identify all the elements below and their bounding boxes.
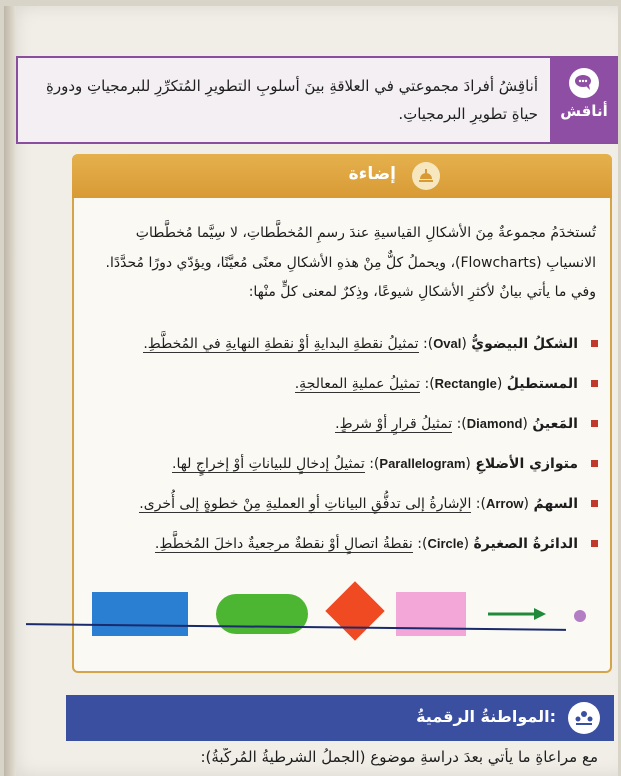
bottom-text: مع مراعاةِ ما يأتي بعدَ دراسةِ موضوعِ (الجملُ الشرطيةُ المُركَّبةُ): (200, 748, 598, 766)
shape-name: الشكلُ البيضويُّ (471, 336, 578, 352)
bullet-icon (591, 340, 598, 347)
bullet-icon (591, 500, 598, 507)
arrow-shape (488, 606, 548, 622)
shape-name: متوازي الأضلاعِ (475, 456, 578, 472)
shape-desc: تمثيلُ عمليةِ المعالجةِ. (294, 376, 421, 392)
list-item: الدائرةُ الصغيرةُ (Circle): نقطةُ اتصالٍ أوْ نقطةٌ مرجعيةٌ داخلَ المُخطَّطِ. (94, 524, 604, 564)
shape-english: Parallelogram (379, 456, 466, 471)
discuss-text: أناقِشُ أفرادَ مجموعتي في العلاقةِ بينَ أسلوبِ التطويرِ المُتكرِّرِ للبرمجياتِ ودورةِ حياةِ تطويرِ البرمجياتِ. (45, 77, 538, 123)
discuss-badge (550, 58, 618, 142)
citizen-banner (66, 695, 614, 741)
list-item: متوازي الأضلاعِ (Parallelogram): تمثيلُ إدخالٍ للبياناتِ أوْ إخراجٍ لها. (94, 444, 604, 484)
lamp-icon (412, 162, 440, 190)
shape-name: السهمُ (533, 496, 578, 512)
bullet-icon (591, 380, 598, 387)
people-network-icon (568, 702, 600, 734)
shape-desc: تمثيلُ قرارٍ أوْ شرطٍ. (335, 416, 453, 432)
bullet-icon (591, 460, 598, 467)
intro-paragraph: تُستخدَمُ مجموعةٌ مِنَ الأشكالِ القياسيةِ عندَ رسمِ المُخطَّطاتِ، لا سِيَّما مُخطَّطاتِ الانسيابِ (Flowcharts)، ويحملُ كلٌّ مِنْ هذهِ الأشكالِ معنًى مُعيَّنًا، ويؤدّي دورًا مُحدَّدًا. (105, 225, 596, 271)
list-item: السهمُ (Arrow): الإشارةُ إلى تدفُّقِ البياناتِ أوِ العمليةِ مِنْ خطوةٍ إلى أُخرى. (94, 484, 604, 524)
citizen-title: المواطنةُ الرقميةُ: (416, 707, 556, 726)
bullet-icon (591, 540, 598, 547)
discuss-box (16, 56, 618, 144)
circle-shape (574, 610, 586, 622)
book-page (4, 6, 618, 776)
list-item: الشكلُ البيضويُّ (Oval): تمثيلُ نقطةِ البدايةِ أوْ نقطةِ النهايةِ في المُخطَّطِ. (94, 324, 604, 364)
page-edge (4, 6, 16, 776)
shape-english: Arrow (485, 496, 524, 511)
list-item: المستطيلُ (Rectangle): تمثيلُ عمليةِ المعالجةِ. (94, 364, 604, 404)
light-box (72, 154, 612, 673)
shape-name: المَعينُ (532, 416, 578, 432)
light-title: إضاءة (348, 164, 396, 184)
shape-english: Oval (433, 336, 462, 351)
lead-sentence: وفي ما يأتي بيانٌ لأكثرِ الأشكالِ شيوعًا، وذِكرٌ لمعنى كلٍّ منْها: (248, 284, 596, 300)
diamond-shape (325, 581, 384, 640)
shape-name: الدائرةُ الصغيرةُ (473, 536, 578, 552)
bullet-icon (591, 420, 598, 427)
light-header (72, 154, 612, 198)
shape-english: Diamond (466, 416, 523, 431)
shape-desc: تمثيلُ إدخالٍ للبياناتِ أوْ إخراجٍ لها. (172, 456, 365, 472)
shape-name: المستطيلُ (506, 376, 578, 392)
oval-shape (216, 594, 308, 634)
shape-english: Circle (427, 536, 464, 551)
shape-desc: تمثيلُ نقطةِ البدايةِ أوْ نقطةِ النهايةِ في المُخطَّطِ. (143, 336, 419, 352)
shapes-illustration (74, 584, 610, 654)
chat-bubbles-icon (569, 68, 599, 98)
discuss-label: أناقش (560, 102, 608, 120)
shapes-list (94, 324, 604, 564)
shape-desc: نقطةُ اتصالٍ أوْ نقطةٌ مرجعيةٌ داخلَ المُخطَّطِ. (154, 536, 413, 552)
shape-desc: الإشارةُ إلى تدفُّقِ البياناتِ أوِ العمليةِ مِنْ خطوةٍ إلى أُخرى. (139, 496, 472, 512)
rectangle-shape (92, 592, 188, 636)
list-item: المَعينُ (Diamond): تمثيلُ قرارٍ أوْ شرطٍ. (94, 404, 604, 444)
shape-english: Rectangle (434, 376, 497, 391)
